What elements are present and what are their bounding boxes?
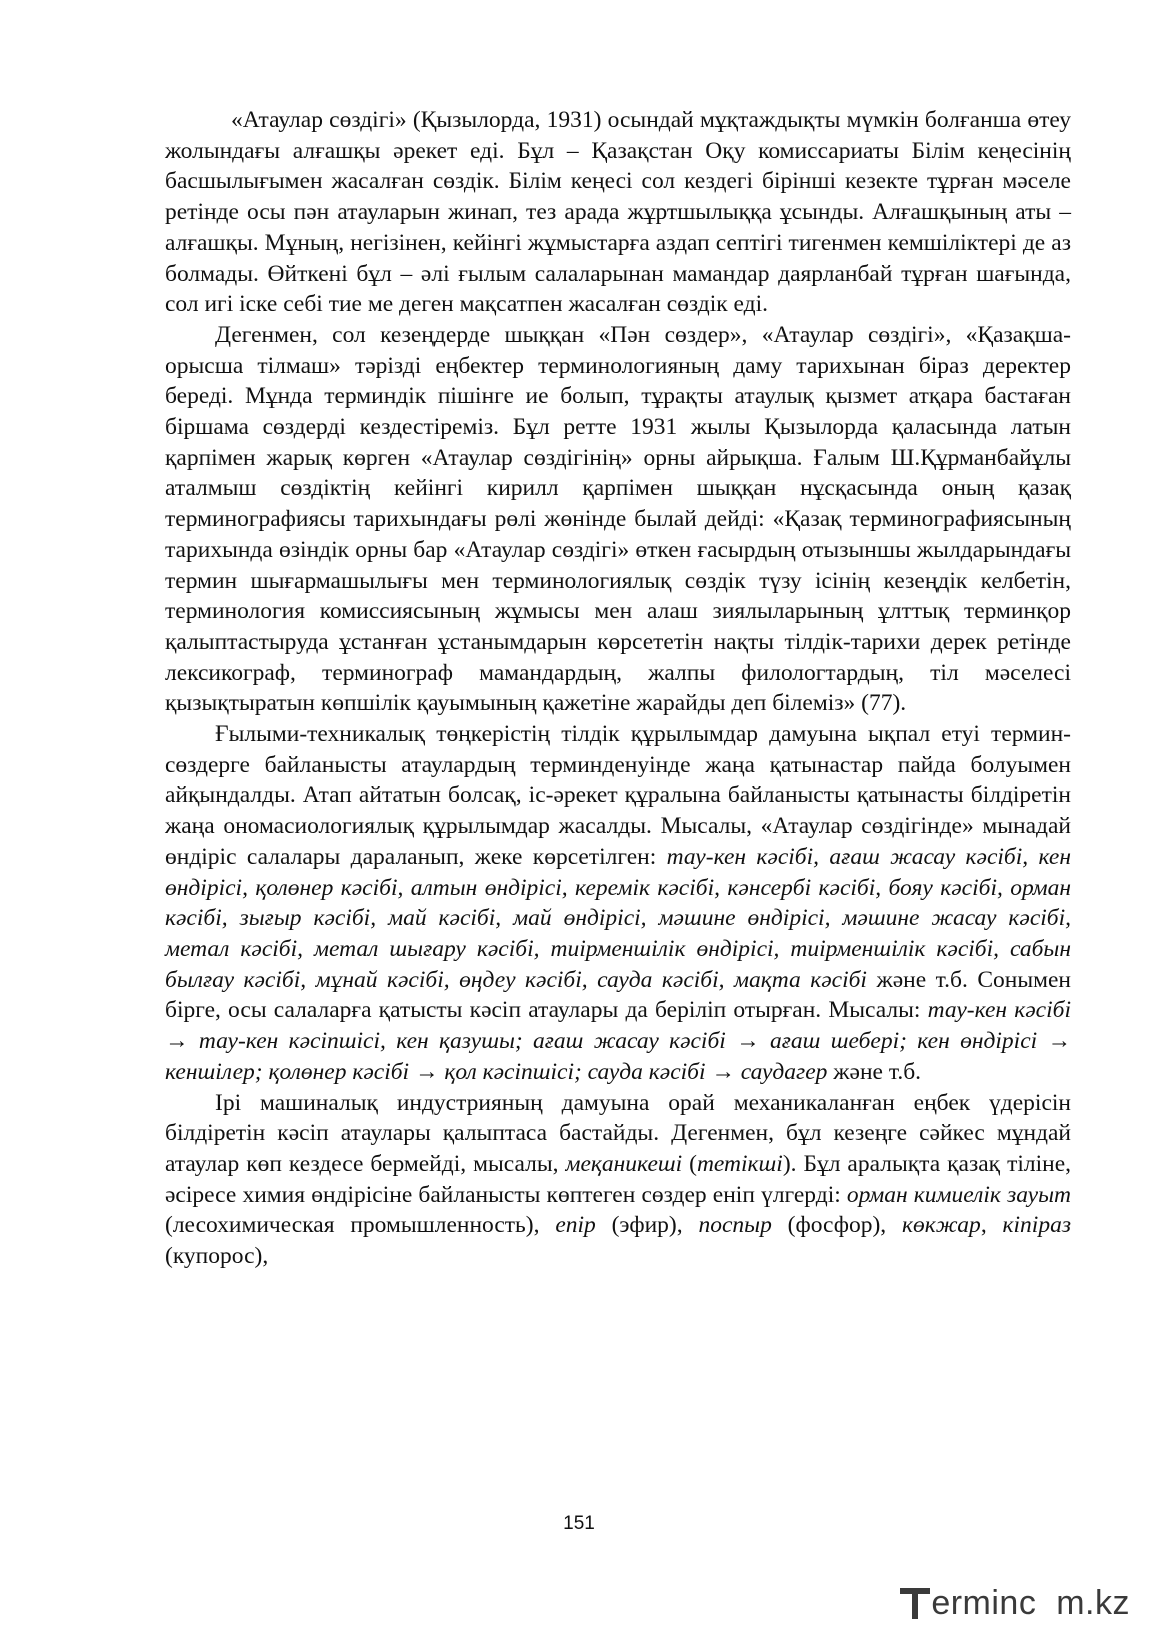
italic-term-run: кіпіраз xyxy=(1002,1212,1071,1239)
text-run: (купорос), xyxy=(165,1243,269,1270)
italic-term-run: меқаникеші xyxy=(565,1150,683,1177)
italic-term-run: поспыр xyxy=(698,1212,772,1239)
paragraph-4 xyxy=(165,1088,1071,1272)
text-run: Дегенмен, сол кезеңдерде шыққан «Пән сөздер», «Атаулар сөздігі», «Қазақша-орысша тілмаш» тәрізді еңбектер терминологияның даму тарихынан біраз деректер береді. Мұнда терминдік пішінге ие болып, тұрақты атаулық қызмет атқара бастаған біршама сөздерді кездестіреміз. Бұл ретте 1931 жылы Қызылорда қаласында латын қарпімен жарық көрген «Атаулар сөздігінің» орны айрықша. Ғалым Ш.Құрманбайұлы аталмыш сөздіктің кейінгі кирилл қарпімен шыққан нұсқасында оның қазақ терминографиясы тарихындағы рөлі жөнінде былай дейді: «Қазақ терминографиясының тарихында өзіндік орны бар «Атаулар сөздігі» өткен ғасырдың отызыншы жылдарындағы термин шығармашылығы мен терминологиялық сөздік түзу ісінің кезеңдік келбетін, терминология комиссиясының жұмысы мен алаш зиялыларының ұлттық терминқор қалыптастыруда ұстанған ұстанымдарын көрсететін нақты тілдік-тарихи дерек ретінде лексикограф, терминограф мамандардың, жалпы филологтардың, тіл мәселесі қызықтыратын көпшілік қауымының қажетіне жарайды деп білеміз» (77). xyxy=(165,321,1071,717)
italic-term-run: епір xyxy=(555,1212,596,1239)
text-run: Ғылыми-техникалық төңкерістің тілдік құрылымдар дамуына ықпал етуі термин-сөздерге байланысты атаулардың терминденуінде жаңа қатынастар пайда болуымен айқындалды. Атап айтатын болсақ, іс-әрекет құралына байланысты қатынасты білдіретін жаңа ономасиологиялық құрылымдар жасалды. Мысалы, «Атаулар сөздігінде» мынадай өндіріс салалары дараланып, жеке көрсетілген: xyxy=(165,721,1071,870)
text-run: «Атаулар сөздігі» (Қызылорда, 1931) осындай мұқтаждықты мүмкін болғанша өтеу жолындағы алғашқы әрекет еді. Бұл – Қазақстан Оқу комиссариаты Білім кеңесінің басшылығымен жасалған сөздік. Білім кеңесі сол кездегі бірінші кезекте тұрған мәселе ретінде осы пән атауларын жинап, тез арада жұртшылыққа ұсынды. Алғашқының аты – алғашқы. Мұның, негізінен, кейінгі жұмыстарға аздап септігі тигенмен кемшіліктері де аз болмады. Өйткені бұл – әлі ғылым салаларынан мамандар даярланбай тұрған шағында, сол игі іске себі тие ме деген мақсатпен жасалған сөздік еді. xyxy=(165,107,1071,318)
text-run: (фосфор), xyxy=(771,1212,903,1239)
text-run: Ірі машиналық индустрияның дамуына орай механикаланған еңбек үдерісін білдіретін кәсіп атаулары қалыптаса бастайды. Дегенмен, бұл кезеңге сәйкес мұндай атаулар көп кездесе бермейді, мысалы, xyxy=(165,1089,1071,1177)
text-run: және т.б. Сонымен бірге, осы салаларға қатысты кәсіп атаулары да беріліп отырған. Мысалы: xyxy=(165,966,1071,1024)
italic-term-run: тау-кен кәсібі, ағаш жасау кәсібі, кен өндірісі, қолөнер кәсібі, алтын өндірісі, керемік кәсібі, кәнсербі кәсібі, бояу кәсібі, орман кәсібі, зығыр кәсібі, май кәсібі, май өндірісі, мәшине өндірісі, мәшине жасау кәсібі, метал кәсібі, метал шығару кәсібі, тиірменшілік өндірісі, тиірменшілік кәсібі, сабын былғау кәсібі, мұнай кәсібі, өңдеу кәсібі, сауда кәсібі, мақта кәсібі xyxy=(165,843,1072,993)
paragraph-1 xyxy=(165,105,1071,320)
page-number: 151 xyxy=(563,1513,595,1534)
paragraph-2 xyxy=(165,320,1071,719)
text-run: ). Бұл аралықта қазақ тіліне, әсіресе химия өндірісіне байланысты көптеген сөздер еніп үлгерді: xyxy=(165,1150,1071,1208)
text-run: және т.б. xyxy=(827,1058,922,1085)
italic-term-run: орман кимиелік зауыт xyxy=(846,1181,1071,1208)
text-run: (лесохимическая промышленность), xyxy=(165,1212,556,1239)
text-run: , xyxy=(980,1212,1003,1239)
t-logo-icon xyxy=(900,1586,930,1620)
termincom-watermark xyxy=(900,1582,1130,1624)
text-run: ( xyxy=(682,1150,697,1177)
paragraph-3 xyxy=(165,719,1071,1087)
document-body xyxy=(165,105,1071,1272)
italic-term-run: тау-кен кәсібі → тау-кен кәсіпшісі, кен қазушы; ағаш жасау кәсібі → ағаш шебері; кен өндірісі → кеншілер; қолөнер кәсібі → қол кәсіпшісі; сауда кәсібі → саудагер xyxy=(165,997,1071,1085)
text-run: (эфир), xyxy=(595,1212,699,1239)
italic-term-run: тетікші xyxy=(696,1150,783,1177)
watermark-text: erminc m.kz xyxy=(931,1583,1130,1622)
italic-term-run: көкжар xyxy=(902,1212,981,1239)
